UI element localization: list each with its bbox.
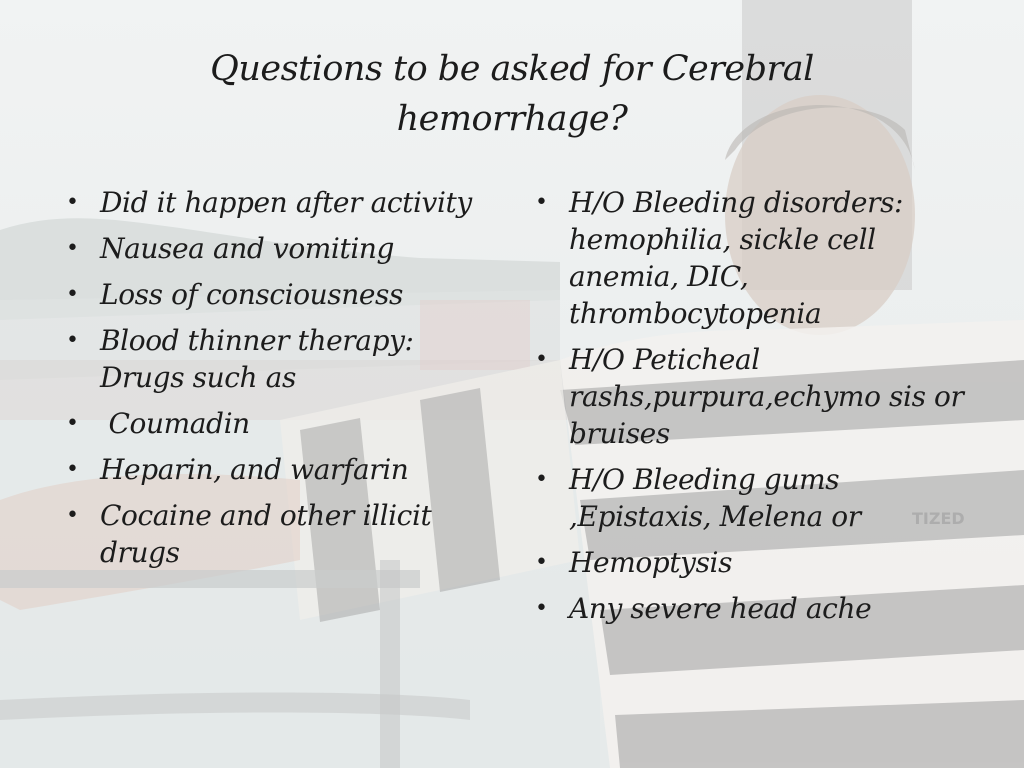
list-item xyxy=(58,405,498,442)
list-item-text: Hemoptysis xyxy=(569,546,733,579)
list-item-text: Cocaine and other illicit drugs xyxy=(100,499,432,569)
list-item xyxy=(58,451,498,488)
list-item-text: Nausea and vomiting xyxy=(100,232,395,265)
list-item xyxy=(58,184,498,221)
list-item-text: Heparin, and warfarin xyxy=(100,453,409,486)
bullet-icon: • xyxy=(535,596,548,621)
bullet-icon: • xyxy=(66,282,79,307)
bullet-icon: • xyxy=(535,550,548,575)
list-item xyxy=(527,184,967,332)
bullet-icon: • xyxy=(535,467,548,492)
title-line-1: Questions to be asked for Cerebral xyxy=(210,49,814,89)
list-item-text: H/O Peticheal rashs,purpura,echymo sis or bruises xyxy=(569,343,964,450)
shirt-text: TIZED xyxy=(912,509,965,528)
bullet-icon: • xyxy=(66,503,79,528)
slide-title xyxy=(120,44,904,144)
bullet-icon: • xyxy=(66,328,79,353)
list-item xyxy=(58,276,498,313)
list-item xyxy=(527,590,967,627)
left-bullet-list xyxy=(58,184,498,580)
list-item xyxy=(527,341,967,452)
list-item-text: H/O Bleeding disorders: hemophilia, sickle cell anemia, DIC, thrombocytopenia xyxy=(569,186,904,330)
list-item-text: Blood thinner therapy: Drugs such as xyxy=(100,324,414,394)
list-item-text: Coumadin xyxy=(100,407,250,440)
list-item-text: Loss of consciousness xyxy=(100,278,403,311)
list-item xyxy=(58,230,498,267)
list-item xyxy=(527,544,967,581)
right-bullet-list xyxy=(527,184,967,636)
list-item xyxy=(58,322,498,396)
bullet-icon: • xyxy=(535,190,548,215)
list-item-text: Any severe head ache xyxy=(569,592,872,625)
bullet-icon: • xyxy=(66,457,79,482)
bullet-icon: • xyxy=(66,411,79,436)
list-item-text: Did it happen after activity xyxy=(100,186,472,219)
title-line-2: hemorrhage? xyxy=(396,99,628,139)
bullet-icon: • xyxy=(66,190,79,215)
bullet-icon: • xyxy=(535,347,548,372)
list-item xyxy=(58,497,498,571)
bullet-icon: • xyxy=(66,236,79,261)
list-item-text: H/O Bleeding gums ,Epistaxis, Melena or xyxy=(569,463,861,533)
list-item xyxy=(527,461,967,535)
